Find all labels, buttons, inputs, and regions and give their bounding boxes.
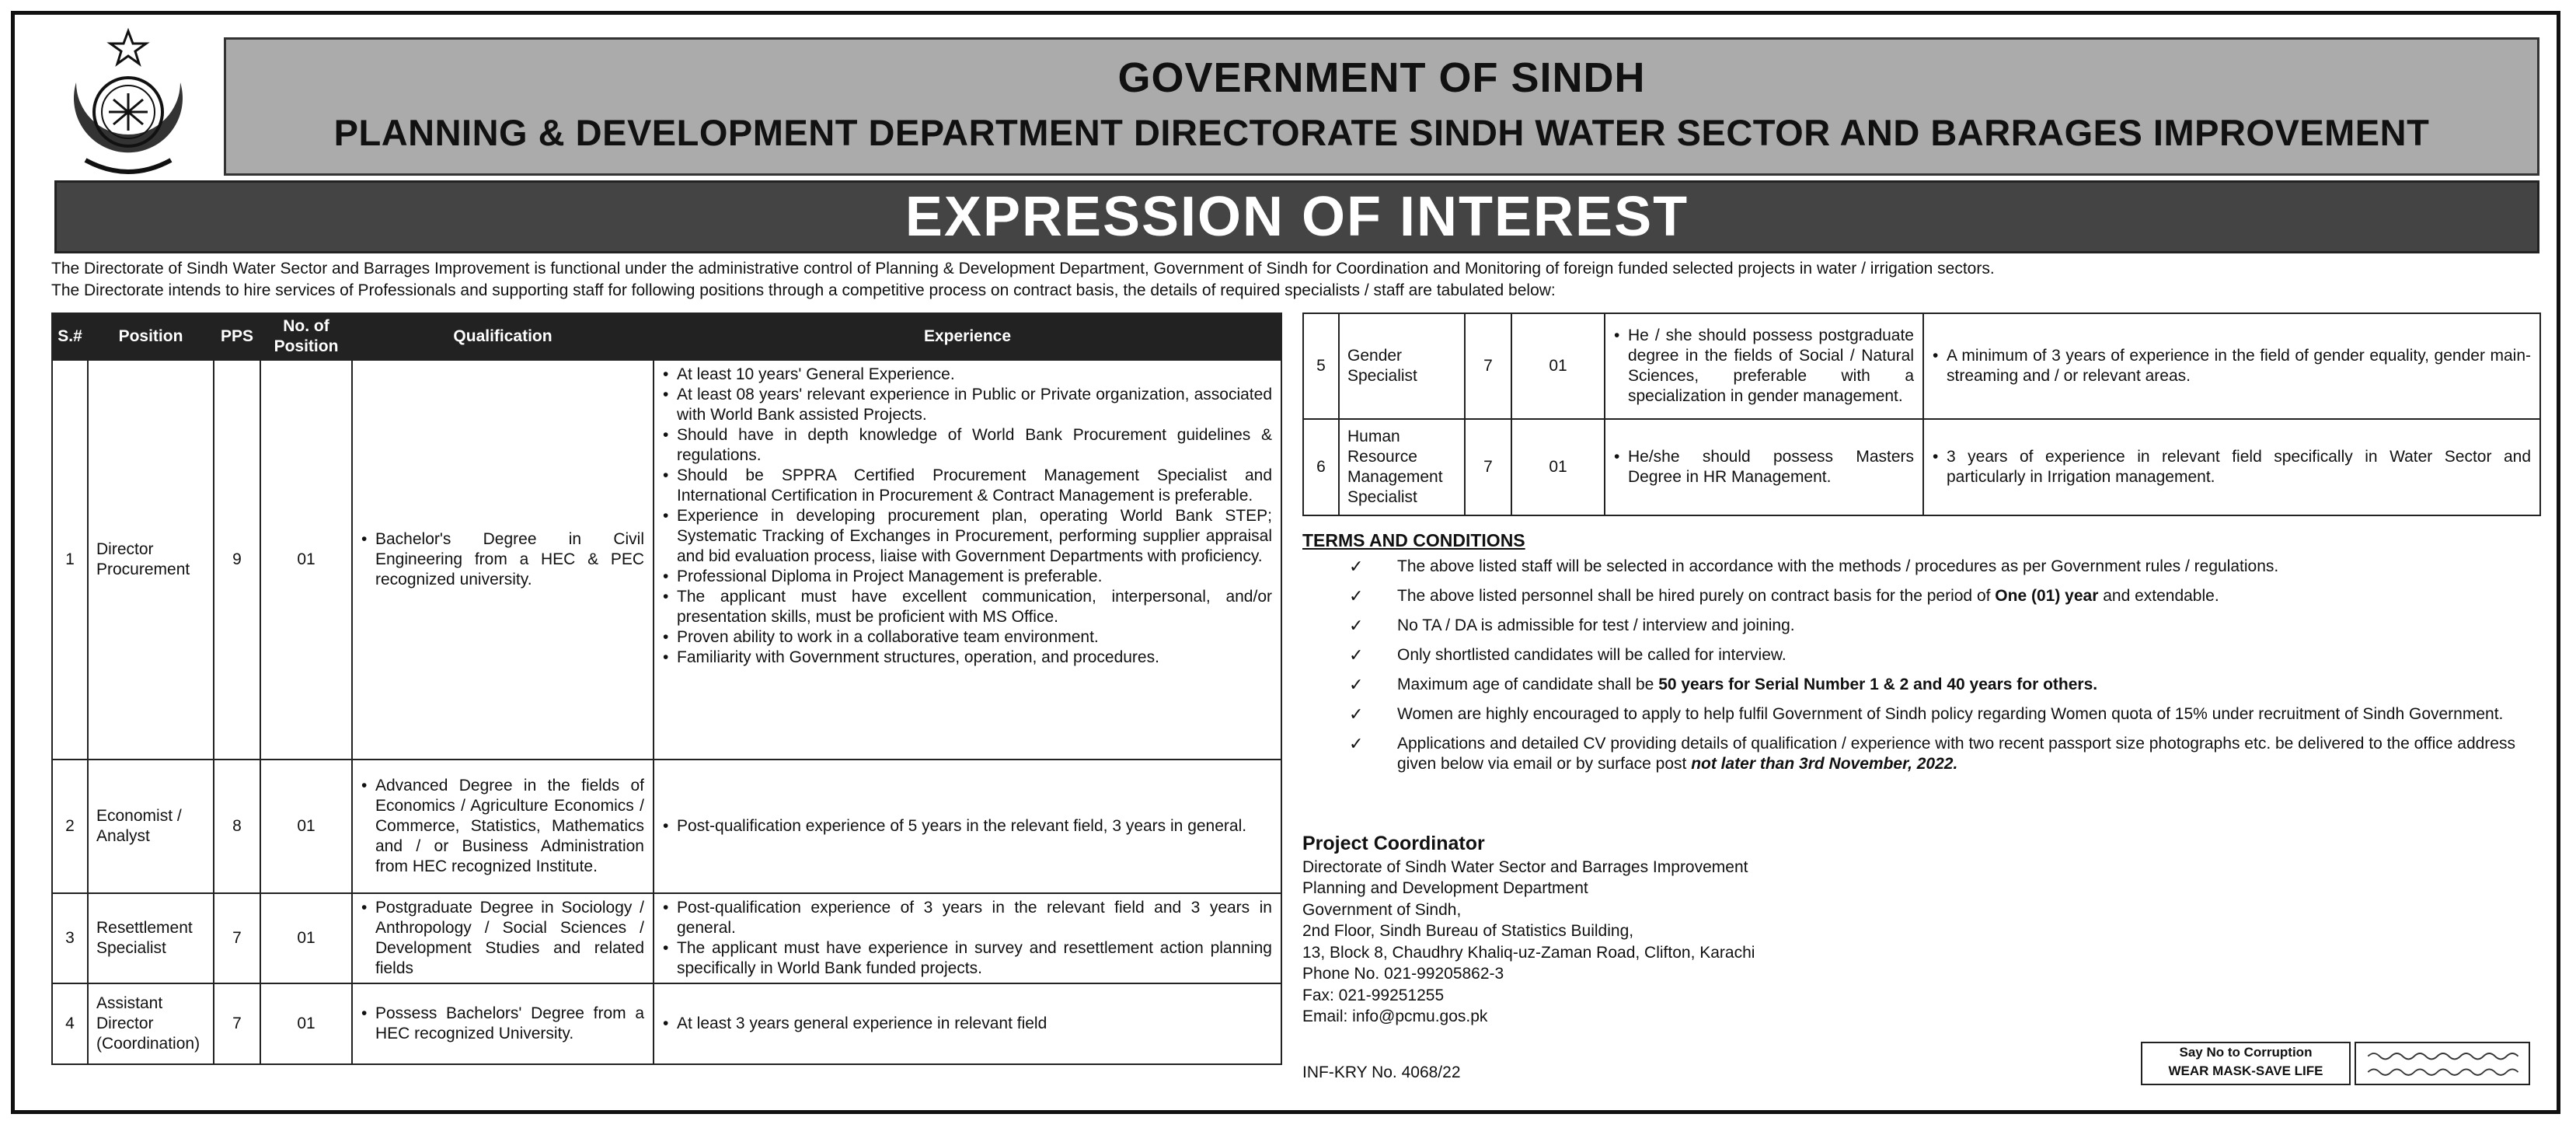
row-count: 01	[260, 760, 352, 893]
row-position: Economist / Analyst	[88, 760, 214, 893]
experience-item: • Should be SPPRA Certified Procurement Management Specialist and International Certification in Procurement & Contract Management is preferable.	[677, 466, 1272, 506]
row-qualification	[352, 983, 654, 1064]
row-position: Gender Specialist	[1339, 313, 1465, 419]
intro-text	[51, 258, 2538, 302]
terms-and-conditions	[1302, 530, 2538, 784]
row-experience	[654, 893, 1281, 983]
row-experience	[654, 983, 1281, 1064]
corruption-line-2: WEAR MASK-SAVE LIFE	[2168, 1063, 2323, 1078]
row-pps: 9	[214, 360, 260, 760]
checkmark-icon: ✓	[1349, 645, 1364, 665]
experience-item: • Experience in developing procurement plan, operating World Bank STEP; Systematic Tracking of Exchanges in Procurement, performing supplier appraisal and bid evaluation process, liaise with Government Departments with proficiency.	[677, 506, 1272, 567]
row-position: Resettlement Specialist	[88, 893, 214, 983]
term-item: ✓ Only shortlisted candidates will be called for interview.	[1349, 645, 1786, 665]
anti-corruption-notice	[2141, 1042, 2351, 1085]
positions-table-left	[51, 313, 1282, 1065]
row-qualification	[352, 893, 654, 983]
checkmark-icon: ✓	[1349, 557, 1364, 576]
row-count: 01	[1511, 419, 1605, 515]
checkmark-icon: ✓	[1349, 616, 1364, 635]
row-count: 01	[1511, 313, 1605, 419]
checkmark-icon: ✓	[1349, 704, 1364, 724]
corruption-line-1: Say No to Corruption	[2179, 1045, 2313, 1060]
expression-of-interest-banner: EXPRESSION OF INTEREST	[54, 180, 2539, 253]
row-qualification	[352, 760, 654, 893]
row-count: 01	[260, 360, 352, 760]
table-row	[52, 760, 1281, 893]
row-qualification	[1605, 419, 1923, 515]
address-line: 13, Block 8, Chaudhry Khaliq-uz-Zaman Road, Clifton, Karachi	[1302, 943, 1755, 962]
fax-number: Fax: 021-99251255	[1302, 986, 1445, 1004]
address-line: Planning and Development Department	[1302, 879, 1588, 897]
address-line: Government of Sindh,	[1302, 900, 1462, 919]
email-address: Email: info@pcmu.gos.pk	[1302, 1008, 1488, 1025]
experience-item: • The applicant must have excellent communication, interpersonal, and/or presentation skills, must be proficient with MS Office.	[677, 587, 1272, 627]
row-position: Assistant Director (Coordination)	[88, 983, 214, 1064]
row-qualification	[352, 360, 654, 760]
row-experience	[1923, 419, 2540, 515]
header-box	[224, 37, 2539, 176]
experience-item: • Professional Diploma in Project Management is preferable.	[677, 567, 1272, 587]
qualification-item: • He/she should possess Masters Degree in HR Management.	[1628, 447, 1914, 487]
row-sno: 6	[1303, 419, 1339, 515]
qualification-item: • Bachelor's Degree in Civil Engineering from a HEC & PEC recognized university.	[375, 529, 644, 590]
table-row	[52, 360, 1281, 760]
header-position: Position	[88, 313, 214, 360]
experience-item: • A minimum of 3 years of experience in the field of gender equality, gender main-streaming and / or relevant areas.	[1947, 346, 2531, 386]
urdu-notice-graphic	[2355, 1042, 2530, 1085]
phone-number: Phone No. 021-99205862-3	[1302, 965, 1504, 983]
experience-item: • Should have in depth knowledge of World Bank Procurement guidelines & regulations.	[677, 425, 1272, 466]
row-sno: 2	[52, 760, 88, 893]
header-sno: S.#	[52, 313, 88, 360]
experience-item: • At least 3 years general experience in relevant field	[677, 1014, 1272, 1034]
coordinator-title: Project Coordinator	[1302, 833, 1485, 854]
experience-item: • At least 08 years' relevant experience in Public or Private organization, associated with World Bank assisted Projects.	[677, 385, 1272, 425]
department-title: PLANNING & DEVELOPMENT DEPARTMENT DIRECTORATE SINDH WATER SECTOR AND BARRAGES IMPROVEMENT	[333, 112, 2430, 153]
term-item: ✓ Maximum age of candidate shall be 50 years for Serial Number 1 & 2 and 40 years for others.	[1349, 675, 2098, 694]
sindh-government-emblem	[47, 28, 210, 183]
table-header-row	[52, 313, 1281, 360]
term-item: ✓ The above listed personnel shall be hired purely on contract basis for the period of One (01) year and extendable.	[1349, 586, 2219, 606]
term-item: ✓ No TA / DA is admissible for test / interview and joining.	[1349, 616, 1795, 635]
row-sno: 1	[52, 360, 88, 760]
row-pps: 7	[1465, 419, 1511, 515]
term-item: ✓ Applications and detailed CV providing details of qualification / experience with two recent passport size photographs etc. be delivered to the office address given below via email or by surface post not later than 3rd November, 2022.	[1349, 734, 2515, 773]
term-item: ✓ Women are highly encouraged to apply to help fulfil Government of Sindh policy regarding Women quota of 15% under recruitment of Sindh Government.	[1349, 704, 2504, 724]
term-item: ✓ The above listed staff will be selected in accordance with the methods / procedures as per Government rules / regulations.	[1349, 557, 2279, 576]
row-count: 01	[260, 983, 352, 1064]
checkmark-icon: ✓	[1349, 586, 1364, 606]
row-sno: 4	[52, 983, 88, 1064]
inf-reference-number: INF-KRY No. 4068/22	[1302, 1063, 1461, 1081]
intro-line-1: The Directorate of Sindh Water Sector and Barrages Improvement is functional under the administrative control of Planning & Development Department, Government of Sindh for Coordination and Monitoring of foreign funded selected projects in water / irrigation sectors.	[51, 260, 1995, 278]
row-sno: 5	[1303, 313, 1339, 419]
address-line: 2nd Floor, Sindh Bureau of Statistics Building,	[1302, 922, 1634, 940]
intro-line-2: The Directorate intends to hire services of Professionals and supporting staff for following positions through a competitive process on contract basis, the details of required specialists / staff are tabulated below:	[51, 281, 1556, 299]
checkmark-icon: ✓	[1349, 675, 1364, 694]
project-coordinator-address	[1302, 833, 2079, 1028]
terms-title: TERMS AND CONDITIONS	[1302, 530, 1525, 550]
row-pps: 7	[214, 893, 260, 983]
experience-item: • Proven ability to work in a collaborative team environment.	[677, 627, 1272, 648]
table-row	[1303, 313, 2540, 419]
row-pps: 8	[214, 760, 260, 893]
experience-item: • 3 years of experience in relevant field specifically in Water Sector and particularly in Irrigation management.	[1947, 447, 2531, 487]
row-qualification	[1605, 313, 1923, 419]
qualification-item: • Advanced Degree in the fields of Economics / Agriculture Economics / Commerce, Statistics, Mathematics and / or Business Administration from HEC recognized Institute.	[375, 776, 644, 877]
table-row	[52, 893, 1281, 983]
row-count: 01	[260, 893, 352, 983]
experience-item: • Post-qualification experience of 3 years in the relevant field and 3 years in general.	[677, 898, 1272, 938]
row-position: Director Procurement	[88, 360, 214, 760]
row-experience	[654, 360, 1281, 760]
address-line: Directorate of Sindh Water Sector and Barrages Improvement	[1302, 857, 1748, 876]
row-experience	[654, 760, 1281, 893]
header-no-of-position: No. of Position	[260, 313, 352, 360]
row-position: Human Resource Management Specialist	[1339, 419, 1465, 515]
table-row	[1303, 419, 2540, 515]
row-sno: 3	[52, 893, 88, 983]
header-qualification: Qualification	[352, 313, 654, 360]
experience-item: • Familiarity with Government structures, operation, and procedures.	[677, 648, 1272, 668]
qualification-item: • Postgraduate Degree in Sociology / Anthropology / Social Sciences / Development Studies and related fields	[375, 898, 644, 979]
positions-table-right	[1302, 313, 2541, 516]
header-pps: PPS	[214, 313, 260, 360]
experience-item: • Post-qualification experience of 5 years in the relevant field, 3 years in general.	[677, 816, 1272, 836]
experience-item: • The applicant must have experience in survey and resettlement action planning specifically in World Bank funded projects.	[677, 938, 1272, 979]
experience-item: • At least 10 years' General Experience.	[677, 365, 1272, 385]
table-row	[52, 983, 1281, 1064]
row-experience	[1923, 313, 2540, 419]
qualification-item: • He / she should possess postgraduate degree in the fields of Social / Natural Sciences, preferable with a specialization in gender management.	[1628, 326, 1914, 407]
row-pps: 7	[1465, 313, 1511, 419]
qualification-item: • Possess Bachelors' Degree from a HEC recognized University.	[375, 1004, 644, 1044]
checkmark-icon: ✓	[1349, 734, 1364, 753]
row-pps: 7	[214, 983, 260, 1064]
header-experience: Experience	[654, 313, 1281, 360]
government-title: GOVERNMENT OF SINDH	[1117, 54, 1646, 101]
